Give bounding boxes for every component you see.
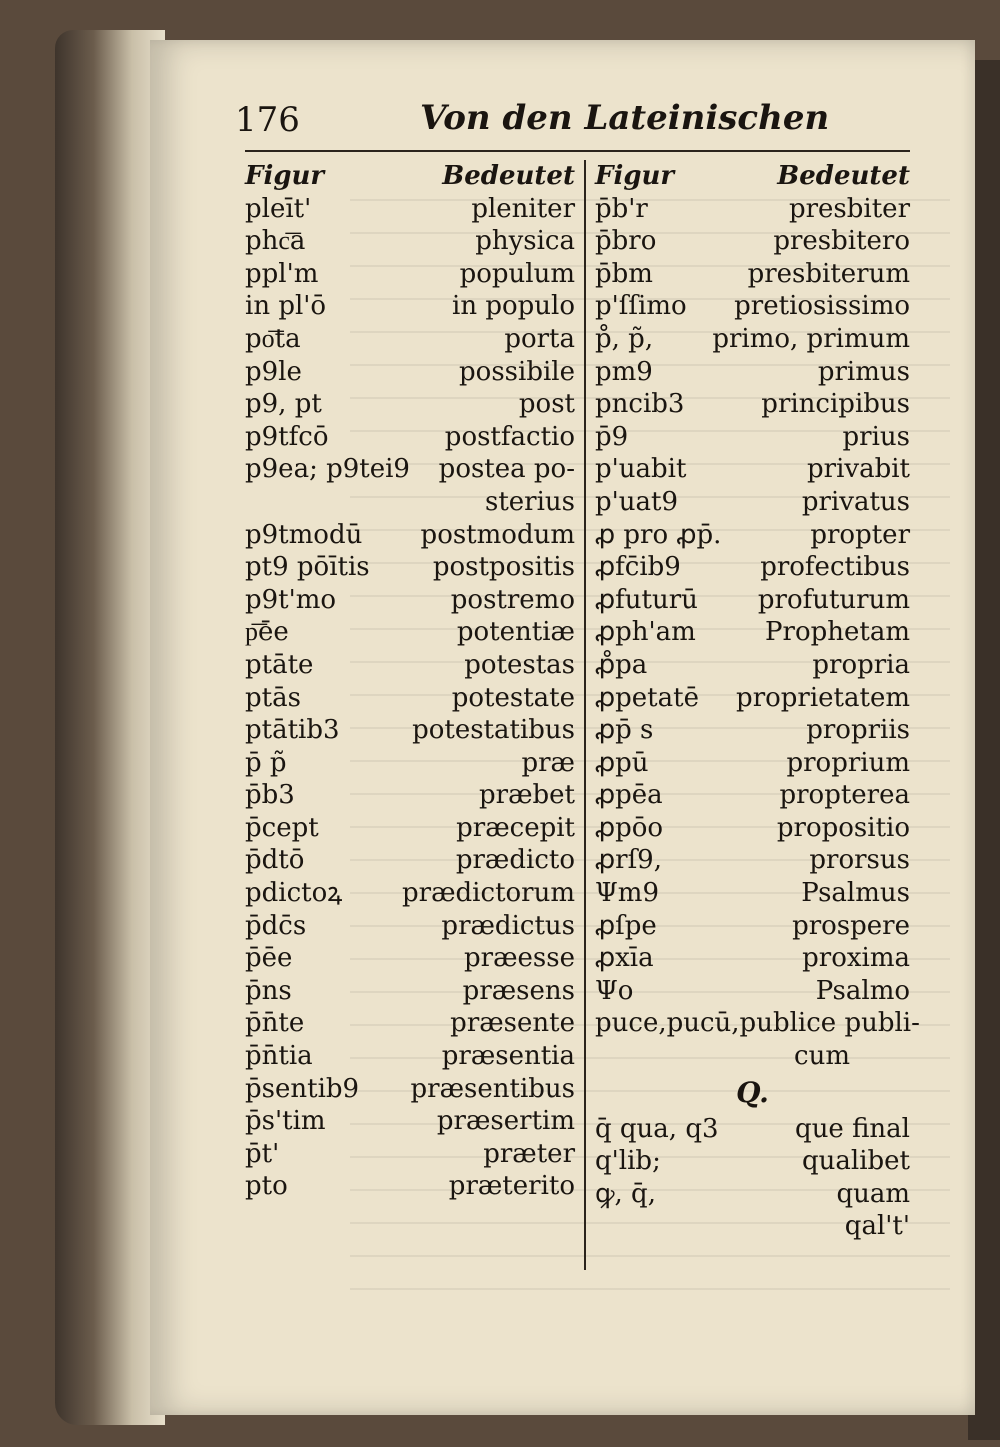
page-number: 176 xyxy=(235,100,300,140)
abbreviation: ꝙ, q̄, xyxy=(595,1178,656,1209)
meaning: potestas xyxy=(464,649,575,680)
q-entry-list xyxy=(595,1113,910,1243)
abbreviation: ptātib3 xyxy=(245,715,340,746)
entry-row xyxy=(245,975,575,1008)
abbreviation: ꝓpū xyxy=(595,747,649,778)
abbreviation: p̄s'tim xyxy=(245,1106,326,1137)
entry-row xyxy=(245,714,575,747)
abbreviation: p̄sentib9 xyxy=(245,1073,360,1104)
meaning: præsens xyxy=(462,975,575,1006)
meaning-heading: Bedeutet xyxy=(777,161,910,191)
abbreviation: ꝓfc̄ib9 xyxy=(595,552,681,583)
entry-row xyxy=(245,1007,575,1040)
abbreviation: p'uat9 xyxy=(595,486,679,517)
abbreviation: ptāte xyxy=(245,649,314,680)
entry-row xyxy=(245,290,575,323)
meaning: qualibet xyxy=(802,1146,910,1177)
abbreviation: p̄bro xyxy=(595,226,657,257)
section-letter-q: Q. xyxy=(736,1075,769,1109)
figure-heading: Figur xyxy=(595,161,675,191)
meaning: que final xyxy=(795,1113,910,1144)
abbreviation: p̊, p̃, xyxy=(595,323,654,354)
entry-row xyxy=(245,388,575,421)
abbreviation: ꝓpēa xyxy=(595,780,663,811)
wide-entry-text: puce,pucū,publice publi- xyxy=(595,1008,920,1039)
entry-row xyxy=(595,747,910,780)
entry-row xyxy=(245,551,575,584)
meaning: prorsus xyxy=(809,845,910,876)
abbreviation: ꝓxīa xyxy=(595,943,654,974)
meaning: præsentibus xyxy=(410,1073,575,1104)
column-divider xyxy=(584,160,586,1270)
meaning: privabit xyxy=(807,454,910,485)
entry-row xyxy=(595,193,910,226)
entry-row xyxy=(595,714,910,747)
left-entry-list xyxy=(245,193,575,1203)
abbreviation: pm9 xyxy=(595,356,653,387)
meaning: præ xyxy=(521,747,575,778)
meaning: post xyxy=(518,389,575,420)
entry-row xyxy=(245,584,575,617)
meaning: proprietatem xyxy=(736,682,910,713)
abbreviation: p͞ēe xyxy=(245,617,289,648)
entry-row xyxy=(595,975,910,1008)
abbreviation: Ψo xyxy=(595,975,634,1006)
entry-row xyxy=(245,877,575,910)
wide-entry xyxy=(595,1007,920,1040)
meaning: possibile xyxy=(459,356,575,387)
entry-row xyxy=(245,649,575,682)
meaning: Psalmus xyxy=(801,878,910,909)
meaning: propria xyxy=(812,649,910,680)
abbreviation: p̄n̄te xyxy=(245,1008,305,1039)
entry-row xyxy=(595,1210,910,1243)
meaning: postea po- xyxy=(438,454,575,485)
meaning: pretiosissimo xyxy=(734,291,910,322)
meaning: prædictus xyxy=(441,910,575,941)
meaning: postpositis xyxy=(432,552,575,583)
entry-row xyxy=(245,682,575,715)
entry-row xyxy=(245,519,575,552)
entry-row xyxy=(595,1178,910,1211)
abbreviation: ꝓp̄ s xyxy=(595,715,654,746)
meaning: presbiterum xyxy=(747,258,910,289)
abbreviation: p̄bm xyxy=(595,258,653,289)
abbreviation: ꝓfuturū xyxy=(595,584,698,615)
entry-row xyxy=(245,193,575,226)
entry-row xyxy=(245,942,575,975)
figure-heading: Figur xyxy=(245,161,325,191)
abbreviation: p̄dc̄s xyxy=(245,910,307,941)
entry-row xyxy=(595,453,910,486)
meaning: Prophetam xyxy=(765,617,910,648)
continuation-text: cum xyxy=(794,1041,850,1072)
meaning: potentiæ xyxy=(456,617,575,648)
meaning: propriis xyxy=(806,715,910,746)
meaning-heading: Bedeutet xyxy=(442,161,575,191)
abbreviation: q'lib; xyxy=(595,1146,661,1177)
abbreviation: ꝓrſ9, xyxy=(595,845,662,876)
right-column xyxy=(595,160,920,1243)
entry-row xyxy=(595,844,910,877)
abbreviation: phc͞a xyxy=(245,226,306,257)
abbreviation: pleīt' xyxy=(245,193,312,224)
entry-row xyxy=(245,616,575,649)
entry-row xyxy=(595,649,910,682)
meaning: populum xyxy=(459,258,575,289)
entry-row xyxy=(245,1040,575,1073)
meaning: potestate xyxy=(451,682,575,713)
abbreviation: p̄n̄tia xyxy=(245,1041,313,1072)
entry-row xyxy=(245,356,575,389)
abbreviation: ptās xyxy=(245,682,301,713)
book-page xyxy=(150,40,975,1415)
running-head: Von den Lateinischen xyxy=(420,98,830,138)
left-column-header xyxy=(245,160,575,193)
entry-row xyxy=(595,290,910,323)
abbreviation: p̄dtō xyxy=(245,845,305,876)
meaning: præbet xyxy=(479,780,575,811)
entry-row xyxy=(245,1073,575,1106)
entry-row xyxy=(595,225,910,258)
meaning: quam xyxy=(836,1178,910,1209)
meaning: porta xyxy=(504,323,575,354)
meaning: prædictorum xyxy=(402,878,575,909)
abbreviation: ꝓph'am xyxy=(595,617,696,648)
meaning: privatus xyxy=(801,486,910,517)
abbreviation: pto xyxy=(245,1171,288,1202)
abbreviation: p9ea; p9tei9 xyxy=(245,454,410,485)
abbreviation: p̄9 xyxy=(595,421,629,452)
entry-row xyxy=(595,877,910,910)
meaning: Psalmo xyxy=(815,975,910,1006)
meaning: prædicto xyxy=(455,845,575,876)
entry-row xyxy=(245,225,575,258)
abbreviation: in pl'ō xyxy=(245,291,327,322)
wide-entry-continuation xyxy=(595,1040,910,1073)
entry-row xyxy=(245,486,575,519)
meaning: principibus xyxy=(761,389,910,420)
entry-row xyxy=(245,844,575,877)
abbreviation: p̄b'r xyxy=(595,193,648,224)
abbreviation: p9le xyxy=(245,356,302,387)
abbreviation: p̄t' xyxy=(245,1138,280,1169)
meaning: præsente xyxy=(450,1008,575,1039)
entry-row xyxy=(595,551,910,584)
entry-row xyxy=(595,584,910,617)
meaning: propositio xyxy=(776,812,910,843)
meaning: propter xyxy=(810,519,910,550)
entry-row xyxy=(595,910,910,943)
abbreviation: p9tmodū xyxy=(245,519,363,550)
entry-row xyxy=(245,910,575,943)
header-rule xyxy=(245,150,910,152)
meaning: profectibus xyxy=(760,552,910,583)
abbreviation: p̄ p̃ xyxy=(245,747,287,778)
abbreviation: pncib3 xyxy=(595,389,685,420)
entry-row xyxy=(595,323,910,356)
abbreviation: p̄b3 xyxy=(245,780,295,811)
entry-row xyxy=(595,519,910,552)
meaning: presbiter xyxy=(788,193,910,224)
abbreviation: p̄ns xyxy=(245,975,292,1006)
meaning: præsentia xyxy=(441,1041,575,1072)
abbreviation: p'ſſimo xyxy=(595,291,687,322)
meaning: physica xyxy=(475,226,575,257)
meaning: pleniter xyxy=(471,193,575,224)
entry-row xyxy=(245,258,575,291)
meaning: in populo xyxy=(452,291,575,322)
entry-row xyxy=(245,747,575,780)
entry-row xyxy=(595,388,910,421)
meaning: potestatibus xyxy=(412,715,575,746)
meaning: præterito xyxy=(448,1171,575,1202)
abbreviation: q̄ qua, q3 xyxy=(595,1113,719,1144)
meaning: postmodum xyxy=(420,519,575,550)
meaning: præesse xyxy=(464,943,575,974)
right-entry-list xyxy=(595,193,910,1008)
entry-row xyxy=(245,323,575,356)
meaning: propterea xyxy=(779,780,910,811)
abbreviation: ꝓ pro ꝓp̄. xyxy=(595,519,722,550)
meaning: præter xyxy=(483,1138,575,1169)
meaning: primo, primum xyxy=(712,323,910,354)
entry-row xyxy=(245,1138,575,1171)
entry-row xyxy=(595,421,910,454)
abbreviation: ppl'm xyxy=(245,258,319,289)
entry-row xyxy=(245,453,575,486)
abbreviation: pdictoꝝ xyxy=(245,878,343,909)
meaning: sterius xyxy=(484,486,575,517)
meaning: proprium xyxy=(786,747,910,778)
entry-row xyxy=(595,1145,910,1178)
right-column-header xyxy=(595,160,910,193)
entry-row xyxy=(595,616,910,649)
meaning: prius xyxy=(842,421,910,452)
abbreviation: ꝓſpe xyxy=(595,910,657,941)
entry-row xyxy=(595,356,910,389)
abbreviation: ꝓpōo xyxy=(595,812,664,843)
abbreviation: p̄ēe xyxy=(245,943,293,974)
entry-row xyxy=(245,1105,575,1138)
left-column xyxy=(245,160,575,1203)
entry-row xyxy=(245,1170,575,1203)
meaning: prospere xyxy=(792,910,910,941)
meaning: postremo xyxy=(450,584,575,615)
abbreviation: ꝓ̊pa xyxy=(595,649,648,680)
abbreviation: ꝓpetatē xyxy=(595,682,699,713)
entry-row xyxy=(595,682,910,715)
entry-row xyxy=(595,779,910,812)
meaning: profuturum xyxy=(757,584,910,615)
meaning: postfactio xyxy=(444,421,575,452)
entry-row xyxy=(595,486,910,519)
abbreviation: Ψm9 xyxy=(595,878,659,909)
abbreviation: p̄cept xyxy=(245,812,319,843)
meaning: proxima xyxy=(802,943,910,974)
abbreviation: pt9 pōītis xyxy=(245,552,370,583)
meaning: præsertim xyxy=(436,1106,575,1137)
meaning: præcepit xyxy=(456,812,575,843)
abbreviation: p'uabit xyxy=(595,454,687,485)
entry-row xyxy=(595,942,910,975)
meaning: presbitero xyxy=(773,226,910,257)
abbreviation: p9, pt xyxy=(245,389,322,420)
entry-row xyxy=(245,812,575,845)
entry-row xyxy=(595,1113,910,1146)
entry-row xyxy=(595,258,910,291)
abbreviation: p9t'mo xyxy=(245,584,337,615)
entry-row xyxy=(245,421,575,454)
book-fore-edge xyxy=(55,30,165,1425)
entry-row xyxy=(245,779,575,812)
meaning: primus xyxy=(817,356,910,387)
abbreviation: po͞ta xyxy=(245,323,301,354)
meaning: qal't' xyxy=(844,1211,910,1242)
abbreviation: p9tfcō xyxy=(245,421,329,452)
entry-row xyxy=(595,812,910,845)
